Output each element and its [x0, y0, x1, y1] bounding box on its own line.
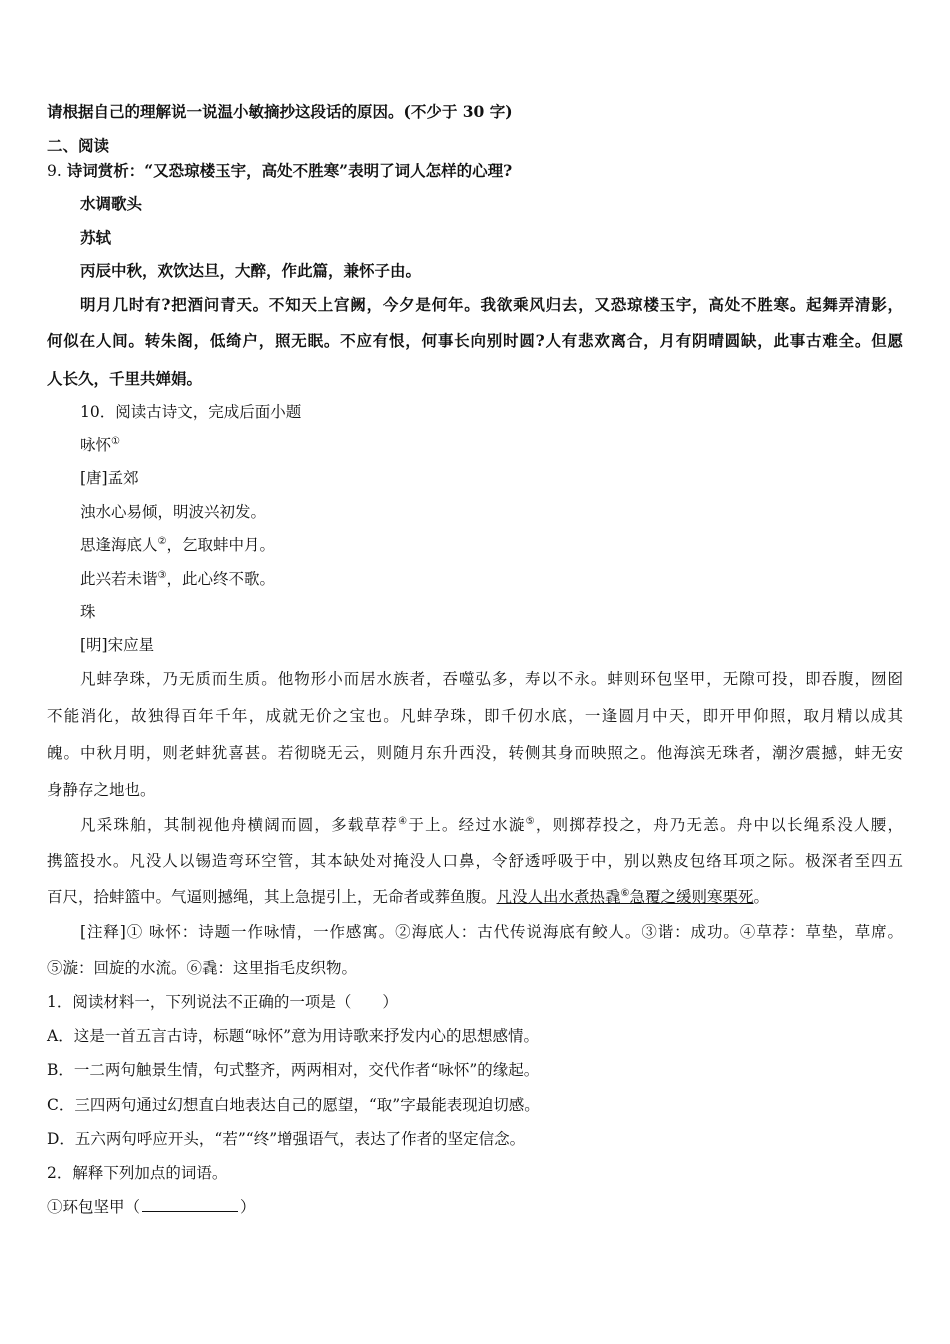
text2-author: [明]宋应星: [80, 636, 155, 654]
poem-line: 何似在人间。转朱阁，低绮户，照无眠。不应有恨，何事长向别时圆?人有悲欢离合，月有阴晴圆缺，此事古难全。但愿: [47, 331, 903, 350]
poem1-line: 此兴若未谐③，此心终不歌。: [80, 569, 275, 588]
subq1-option-a: A．这是一首五言古诗，标题“咏怀”意为用诗歌来抒发内心的思想感情。: [47, 1027, 540, 1045]
notes-line: [注释]① 咏怀：诗题一作咏情，一作感寓。②海底人：古代传说海底有鲛人。③谐：成功。④草荐：草垫，草席。: [80, 923, 903, 941]
poem-line: 人长久，千里共婵娟。: [47, 369, 203, 388]
prose-line: 凡蚌孕珠，乃无质而生质。他物形小而居水族者，吞噬弘多，寿以不永。蚌则环包坚甲，无隙可投，即吞腹，囫囵: [80, 670, 903, 688]
underlined-sentence: 凡没人出水煮热毳⑥急覆之缓则寒栗死: [496, 887, 754, 906]
text2-title: 珠: [80, 603, 96, 621]
prose-line: 百尺，拾蚌篮中。气逼则撼绳，其上急提引上，无命者或葬鱼腹。凡没人出水煮热毳⑥急覆之缓则寒栗死。: [47, 887, 770, 906]
q8-instruction: 请根据自己的理解说一说温小敏摘抄这段话的原因。(不少于 30 字): [47, 102, 513, 121]
poem1-line: 浊水心易倾，明波兴初发。: [80, 503, 267, 521]
poem1-line: 思逢海底人②，乞取蚌中月。: [80, 535, 275, 554]
poem-author: 苏轼: [80, 228, 112, 247]
subq1-option-b: B．一二两句触景生情，句式整齐，两两相对，交代作者“咏怀”的缘起。: [47, 1061, 540, 1079]
prose-line: 携篮投水。凡没人以锡造弯环空管，其本缺处对掩没人口鼻，令舒透呼吸于中，别以熟皮包络耳项之际。极深者至四五: [47, 852, 903, 870]
poem1-title: 咏怀①: [80, 435, 120, 454]
poem1-author: [唐]孟郊: [80, 469, 139, 487]
subq1-option-c: C．三四两句通过幻想直白地表达自己的愿望，“取”字最能表现迫切感。: [47, 1096, 540, 1114]
prose-line: 魄。中秋月明，则老蚌犹喜甚。若彻晓无云，则随月东升西没，转侧其身而映照之。他海滨无珠者，潮汐震撼，蚌无安: [47, 744, 903, 762]
answer-blank[interactable]: [142, 1197, 238, 1212]
subq2-item-1: ①环包坚甲（ ）: [47, 1198, 256, 1216]
subq1-option-d: D．五六两句呼应开头，“若”“终”增强语气，表达了作者的坚定信念。: [47, 1130, 526, 1148]
poem-preface: 丙辰中秋，欢饮达旦，大醉，作此篇，兼怀子由。: [80, 261, 422, 280]
notes-line: ⑤漩：回旋的水流。⑥毳：这里指毛皮织物。: [47, 959, 358, 977]
q9-question: [47, 161, 512, 181]
prose-line: 身静存之地也。: [47, 781, 156, 799]
subq2-prompt: 2．解释下列加点的词语。: [47, 1164, 228, 1182]
poem-line: 明月几时有?把酒问青天。不知天上宫阙，今夕是何年。我欲乘风归去，又恐琼楼玉宇，高处不胜寒。起舞弄清影，: [80, 295, 903, 314]
section-heading: 二、阅读: [47, 136, 110, 155]
prose-line: 凡采珠舶，其制视他舟横阔而圆，多载草荐④于上。经过水漩⑤，则掷荐投之，舟乃无恙。舟中以长绳系没人腰，: [80, 815, 903, 834]
subq1-prompt: 1．阅读材料一，下列说法不正确的一项是（ ）: [47, 993, 398, 1011]
prose-line: 不能消化，故独得百年千年，成就无价之宝也。凡蚌孕珠，即千仞水底，一逢圆月中天，即开甲仰照，取月精以成其: [47, 707, 903, 725]
q10-heading: 10．阅读古诗文，完成后面小题: [80, 403, 302, 421]
poem-title: 水调歌头: [80, 194, 143, 213]
q9-number: 9.: [47, 162, 62, 180]
q9-prompt: 诗词赏析：“又恐琼楼玉宇，高处不胜寒”表明了词人怎样的心理?: [66, 161, 513, 180]
